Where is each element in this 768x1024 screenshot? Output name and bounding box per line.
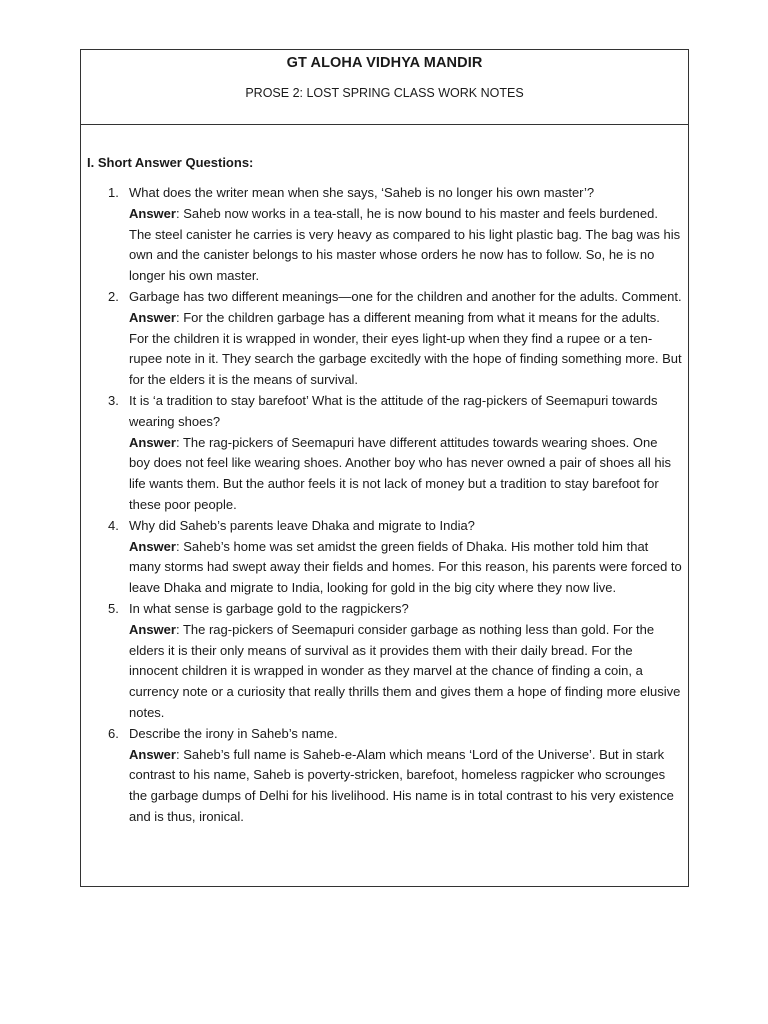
notes-sheet [80, 49, 689, 887]
question-text: Why did Saheb’s parents leave Dhaka and migrate to India? [129, 517, 475, 533]
answer-label: Answer [129, 621, 176, 637]
question-number: 6. [108, 725, 119, 741]
question-number: 3. [108, 392, 119, 408]
question-text: What does the writer mean when she says, ‘Saheb is no longer his own master’? [129, 185, 595, 200]
answer-label: Answer [129, 434, 176, 450]
answer-block [129, 620, 682, 724]
question-text: In what sense is garbage gold to the ragpickers? [129, 600, 409, 616]
qa-item-2 [87, 287, 688, 391]
answer-text: : For the children garbage has a different meaning from what it means for the adults. For the children it is wrapped in wonder, their eyes light-up when they find a rupee or a ten-rupee note in it. They search the garbage excitedly with the hope of finding something more. But for the elders it is the means of survival. [129, 309, 682, 388]
qa-item-6 [87, 724, 688, 828]
qa-item-4 [87, 516, 688, 599]
question-number: 5. [108, 600, 119, 616]
section-title: I. Short Answer Questions: [87, 155, 254, 170]
answer-label: Answer [129, 205, 176, 221]
header-box [81, 50, 688, 125]
answer-text: : Saheb’s full name is Saheb-e-Alam which means ‘Lord of the Universe’. But in stark contrast to his name, Saheb is poverty-stricken, barefoot, homeless ragpicker who scrounges the garbage dumps of Delhi for his livelihood. His name is in total contrast to his very existence and is thus, ironical. [129, 746, 674, 824]
answer-text: : The rag-pickers of Seemapuri have different attitudes towards wearing shoes. One boy does not feel like wearing shoes. Another boy who has never owned a pair of shoes all his life wants them. But the author feels it is not lack of money but a tradition to stay barefoot for these poor people. [129, 434, 672, 512]
question-text: Describe the irony in Saheb’s name. [129, 725, 338, 741]
question-number: 2. [108, 288, 119, 304]
document-title: PROSE 2: LOST SPRING CLASS WORK NOTES [245, 86, 524, 100]
question-text: Garbage has two different meanings—one for the children and another for the adults. Comment. [129, 288, 682, 304]
qa-item-1 [87, 183, 688, 287]
answer-text: : Saheb’s home was set amidst the green fields of Dhaka. His mother told him that many storms had swept away their fields and homes. For this reason, his parents were forced to leave Dhaka and migrate to India, looking for gold in the big city where they now live. [129, 538, 682, 596]
qa-item-5 [87, 599, 688, 724]
answer-label: Answer [129, 309, 176, 325]
answer-block [129, 537, 682, 599]
question-text: It is ‘a tradition to stay barefoot’ What is the attitude of the rag-pickers of Seemapuri towards wearing shoes? [129, 392, 658, 429]
question-number: 4. [108, 517, 119, 533]
answer-block [129, 433, 682, 516]
answer-block [129, 308, 682, 391]
answer-text: : The rag-pickers of Seemapuri consider garbage as nothing less than gold. For the elders it is their only means of survival as it provides them with their daily bread. For the innocent children it is wrapped in wonder as they marvel at the chance of finding a coin, a currency note or a curiosity that really thrills them and gives them a hope of finding more elusive notes. [129, 621, 681, 720]
answer-block [129, 745, 682, 828]
qa-item-3 [87, 391, 688, 516]
answer-text: : Saheb now works in a tea-stall, he is now bound to his master and feels burdened. The steel canister he carries is very heavy as compared to his light plastic bag. The bag was his own and the canister belongs to his master whose orders he now has to follow. So, he is no longer his own master. [129, 205, 681, 284]
answer-block [129, 204, 682, 287]
school-name: GT ALOHA VIDHYA MANDIR [286, 55, 483, 71]
notes-content [81, 125, 688, 828]
answer-label: Answer [129, 746, 176, 762]
question-list [87, 183, 688, 828]
answer-label: Answer [129, 538, 176, 554]
question-number: 1. [108, 185, 119, 200]
